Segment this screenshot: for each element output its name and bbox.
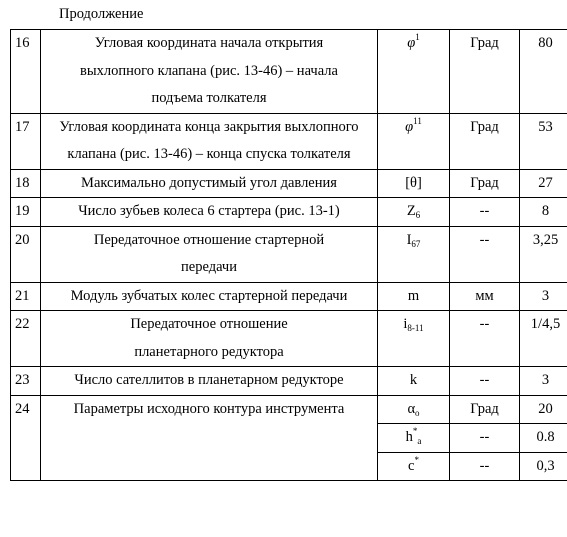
row-number: 19 bbox=[11, 198, 41, 227]
parameter-symbol: $I_{67}$ bbox=[378, 226, 450, 282]
table-row bbox=[11, 226, 567, 282]
parameter-unit: Град bbox=[450, 30, 520, 114]
parameter-unit: мм bbox=[450, 282, 520, 311]
parameter-value: 80 bbox=[520, 30, 567, 114]
table-row bbox=[11, 395, 567, 424]
table-row bbox=[11, 113, 567, 169]
parameters-table bbox=[10, 29, 567, 481]
parameter-symbol: c* bbox=[378, 452, 450, 481]
parameter-symbol: [θ] bbox=[378, 169, 450, 198]
row-number: 17 bbox=[11, 113, 41, 169]
parameter-unit: Град bbox=[450, 113, 520, 169]
table-row bbox=[11, 169, 567, 198]
table-row bbox=[11, 30, 567, 114]
continuation-caption: Продолжение bbox=[59, 6, 144, 22]
parameter-unit: Град bbox=[450, 395, 520, 424]
row-number: 24 bbox=[11, 395, 41, 481]
parameter-value: 3 bbox=[520, 282, 567, 311]
parameter-value: 0,3 bbox=[520, 452, 567, 481]
parameter-value: 1/4,5 bbox=[520, 311, 567, 367]
parameter-name: Передаточное отношение планетарного редуктора bbox=[41, 311, 378, 367]
parameter-name: Максимально допустимый угол давления bbox=[41, 169, 378, 198]
parameter-value: 20 bbox=[520, 395, 567, 424]
parameter-name: Передаточное отношение стартерной передачи bbox=[41, 226, 378, 282]
parameter-name: Угловая координата конца закрытия выхлопного клапана (рис. 13-46) – конца спуска толкателя bbox=[41, 113, 378, 169]
parameter-value: 3 bbox=[520, 367, 567, 396]
parameter-name: Число сателлитов в планетарном редукторе bbox=[41, 367, 378, 396]
parameter-symbol: $\varphi^1$ bbox=[378, 30, 450, 114]
row-number: 21 bbox=[11, 282, 41, 311]
row-number: 23 bbox=[11, 367, 41, 396]
row-number: 16 bbox=[11, 30, 41, 114]
parameter-unit: -- bbox=[450, 452, 520, 481]
parameter-symbol: $Z_6$ bbox=[378, 198, 450, 227]
parameter-value: 53 bbox=[520, 113, 567, 169]
table-row bbox=[11, 282, 567, 311]
parameter-value: 27 bbox=[520, 169, 567, 198]
parameter-unit: -- bbox=[450, 226, 520, 282]
parameter-name: Параметры исходного контура инструмента bbox=[41, 395, 378, 481]
table-row bbox=[11, 198, 567, 227]
parameter-value: 0.8 bbox=[520, 424, 567, 453]
parameter-unit: -- bbox=[450, 424, 520, 453]
parameter-symbol: $\varphi^{11}$ bbox=[378, 113, 450, 169]
parameter-symbol: k bbox=[378, 367, 450, 396]
table-row bbox=[11, 367, 567, 396]
parameter-name: Число зубьев колеса 6 стартера (рис. 13-1) bbox=[41, 198, 378, 227]
parameter-unit: Град bbox=[450, 169, 520, 198]
parameter-value: 8 bbox=[520, 198, 567, 227]
row-number: 20 bbox=[11, 226, 41, 282]
parameter-symbol: $\alpha_o$ bbox=[378, 395, 450, 424]
parameter-name: Модуль зубчатых колес стартерной передачи bbox=[41, 282, 378, 311]
parameter-unit: -- bbox=[450, 367, 520, 396]
parameter-unit: -- bbox=[450, 311, 520, 367]
parameter-unit: -- bbox=[450, 198, 520, 227]
row-number: 22 bbox=[11, 311, 41, 367]
parameter-name: Угловая координата начала открытия выхлопного клапана (рис. 13-46) – начала подъема толкателя bbox=[41, 30, 378, 114]
table-row bbox=[11, 311, 567, 367]
parameter-symbol: m bbox=[378, 282, 450, 311]
parameter-symbol: $h^*_a$ bbox=[378, 424, 450, 453]
parameter-value: 3,25 bbox=[520, 226, 567, 282]
row-number: 18 bbox=[11, 169, 41, 198]
parameter-symbol: $i_{8-11}$ bbox=[378, 311, 450, 367]
